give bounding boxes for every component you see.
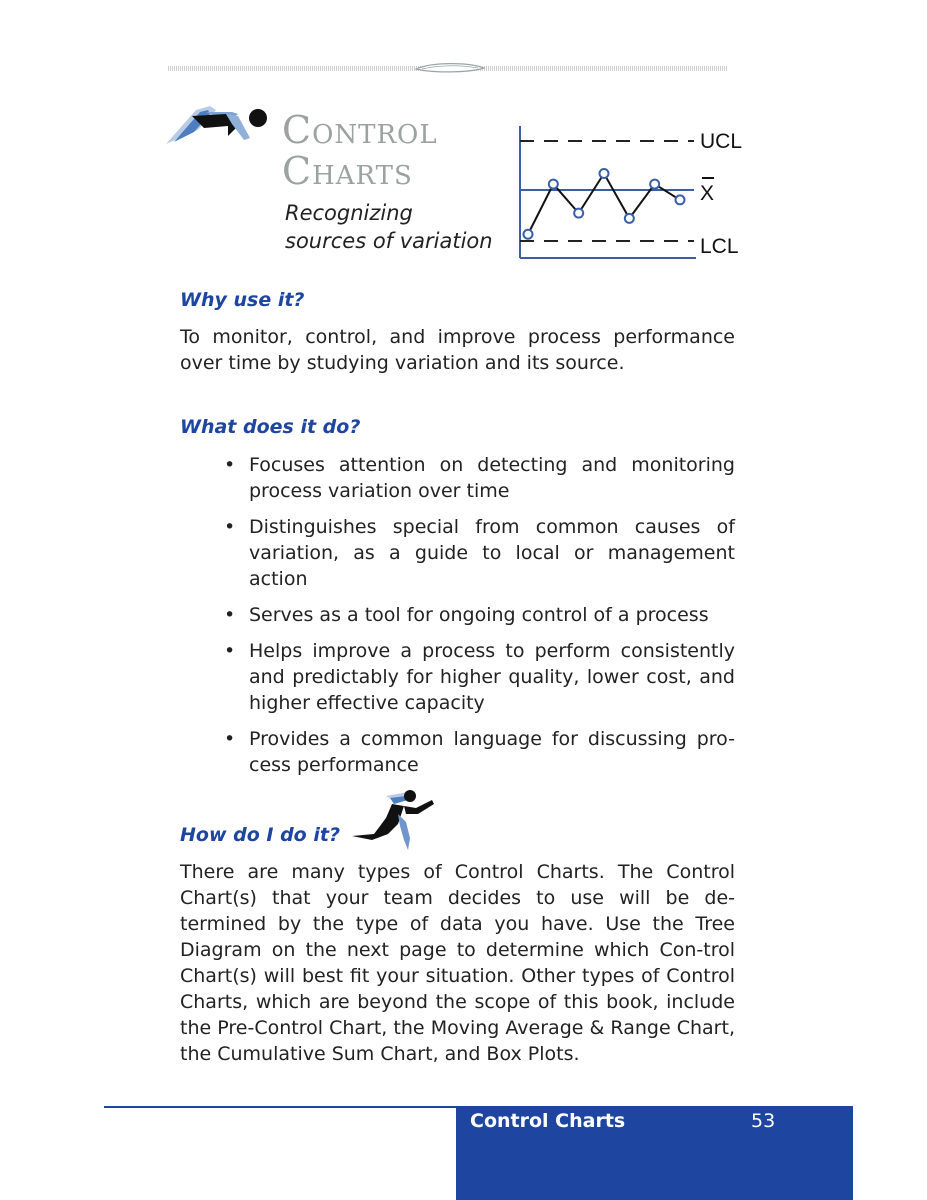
page-subtitle — [285, 199, 493, 255]
ucl-label: UCL — [700, 130, 743, 153]
list-item: • Distinguishes special from common causes of variation, as a guide to local or management action — [222, 514, 735, 592]
lcl-label: LCL — [700, 235, 739, 258]
data-point — [600, 169, 609, 178]
list-item: • Serves as a tool for ongoing control of a process — [222, 602, 735, 628]
runner-logo-icon — [166, 100, 274, 150]
page-number: 53 — [751, 1110, 776, 1132]
data-point — [574, 209, 583, 218]
data-point — [625, 214, 634, 223]
list-item: • Helps improve a process to perform consistently and predictably for higher quality, lower cost, and higher effective capacity — [222, 638, 735, 716]
what-bullet-list — [222, 452, 735, 778]
footer-section-title: Control Charts — [470, 1110, 626, 1132]
page-title — [282, 108, 438, 194]
center-label: X — [700, 182, 715, 205]
list-item: • Focuses attention on detecting and monitoring process variation over time — [222, 452, 735, 504]
list-item: • Provides a common language for discussing pro-cess performance — [222, 726, 735, 778]
how-body: There are many types of Control Charts. The Control Chart(s) that your team decides to use will be de-termined by the type of data you have. Use the Tree Diagram on the next page to determine which Con-trol Chart(s) will best fit your situation. Other types of Control Charts, which are beyond the scope of this book, include the Pre-Control Chart, the Moving Average & Range Chart, the Cumulative Sum Chart, and Box Plots. — [180, 861, 735, 1065]
rule-ornament-icon — [412, 61, 488, 75]
data-point — [650, 180, 659, 189]
title-line-2: CHARTS — [282, 149, 413, 193]
footer-rule — [104, 1106, 456, 1108]
why-heading: Why use it? — [180, 289, 305, 311]
runner-figure-icon — [352, 788, 438, 860]
data-point — [676, 195, 685, 204]
data-point — [524, 230, 533, 239]
control-chart-illustration — [510, 120, 760, 265]
data-point — [549, 180, 558, 189]
what-heading: What does it do? — [180, 416, 361, 438]
why-body: To monitor, control, and improve process performance over time by studying variation and its source. — [180, 326, 735, 374]
subtitle-line-2: sources of variation — [285, 229, 493, 253]
subtitle-line-1: Recognizing — [285, 201, 413, 225]
title-line-1: CONTROL — [282, 108, 438, 152]
how-heading: How do I do it? — [180, 824, 340, 846]
